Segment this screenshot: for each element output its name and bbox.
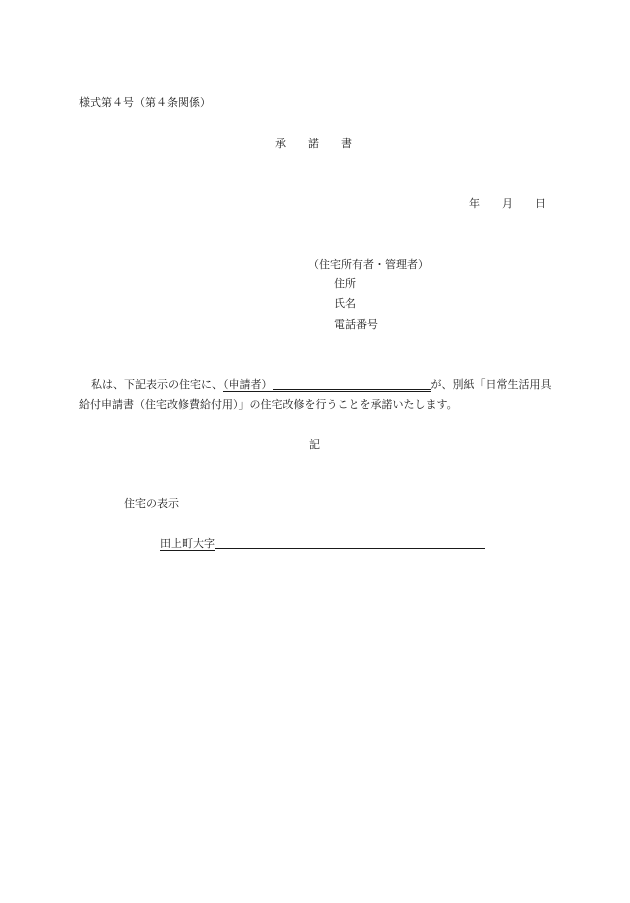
phone-label: 電話番号 <box>334 318 378 331</box>
title-char: 諾 <box>308 137 319 150</box>
ki-heading: 記 <box>309 438 320 451</box>
month-label: 月 <box>502 197 513 210</box>
date-line <box>469 197 546 211</box>
location-blank[interactable] <box>215 537 485 549</box>
house-location-field[interactable] <box>160 537 485 551</box>
consent-statement <box>79 375 553 416</box>
title-char: 書 <box>341 137 352 150</box>
applicant-field[interactable] <box>223 378 431 392</box>
consent-text-after: が、別紙「日常生活用具給付申請書（住宅改修費給付用）」の住宅改修を行うことを承諾いたします。 <box>79 378 552 412</box>
house-label: 住宅の表示 <box>124 497 179 510</box>
applicant-blank[interactable] <box>273 378 431 390</box>
consent-text-before: 私は、下記表示の住宅に、 <box>91 378 223 391</box>
address-label: 住所 <box>334 277 356 290</box>
document-title <box>275 137 352 151</box>
day-label: 日 <box>535 197 546 210</box>
name-label: 氏名 <box>334 297 356 310</box>
year-label: 年 <box>469 197 480 210</box>
title-char: 承 <box>275 137 286 150</box>
applicant-label: （申請者） <box>223 378 273 391</box>
form-number: 様式第４号（第４条関係） <box>79 96 211 109</box>
owner-heading: （住宅所有者・管理者） <box>308 258 429 271</box>
location-prefix: 田上町大字 <box>160 537 215 550</box>
